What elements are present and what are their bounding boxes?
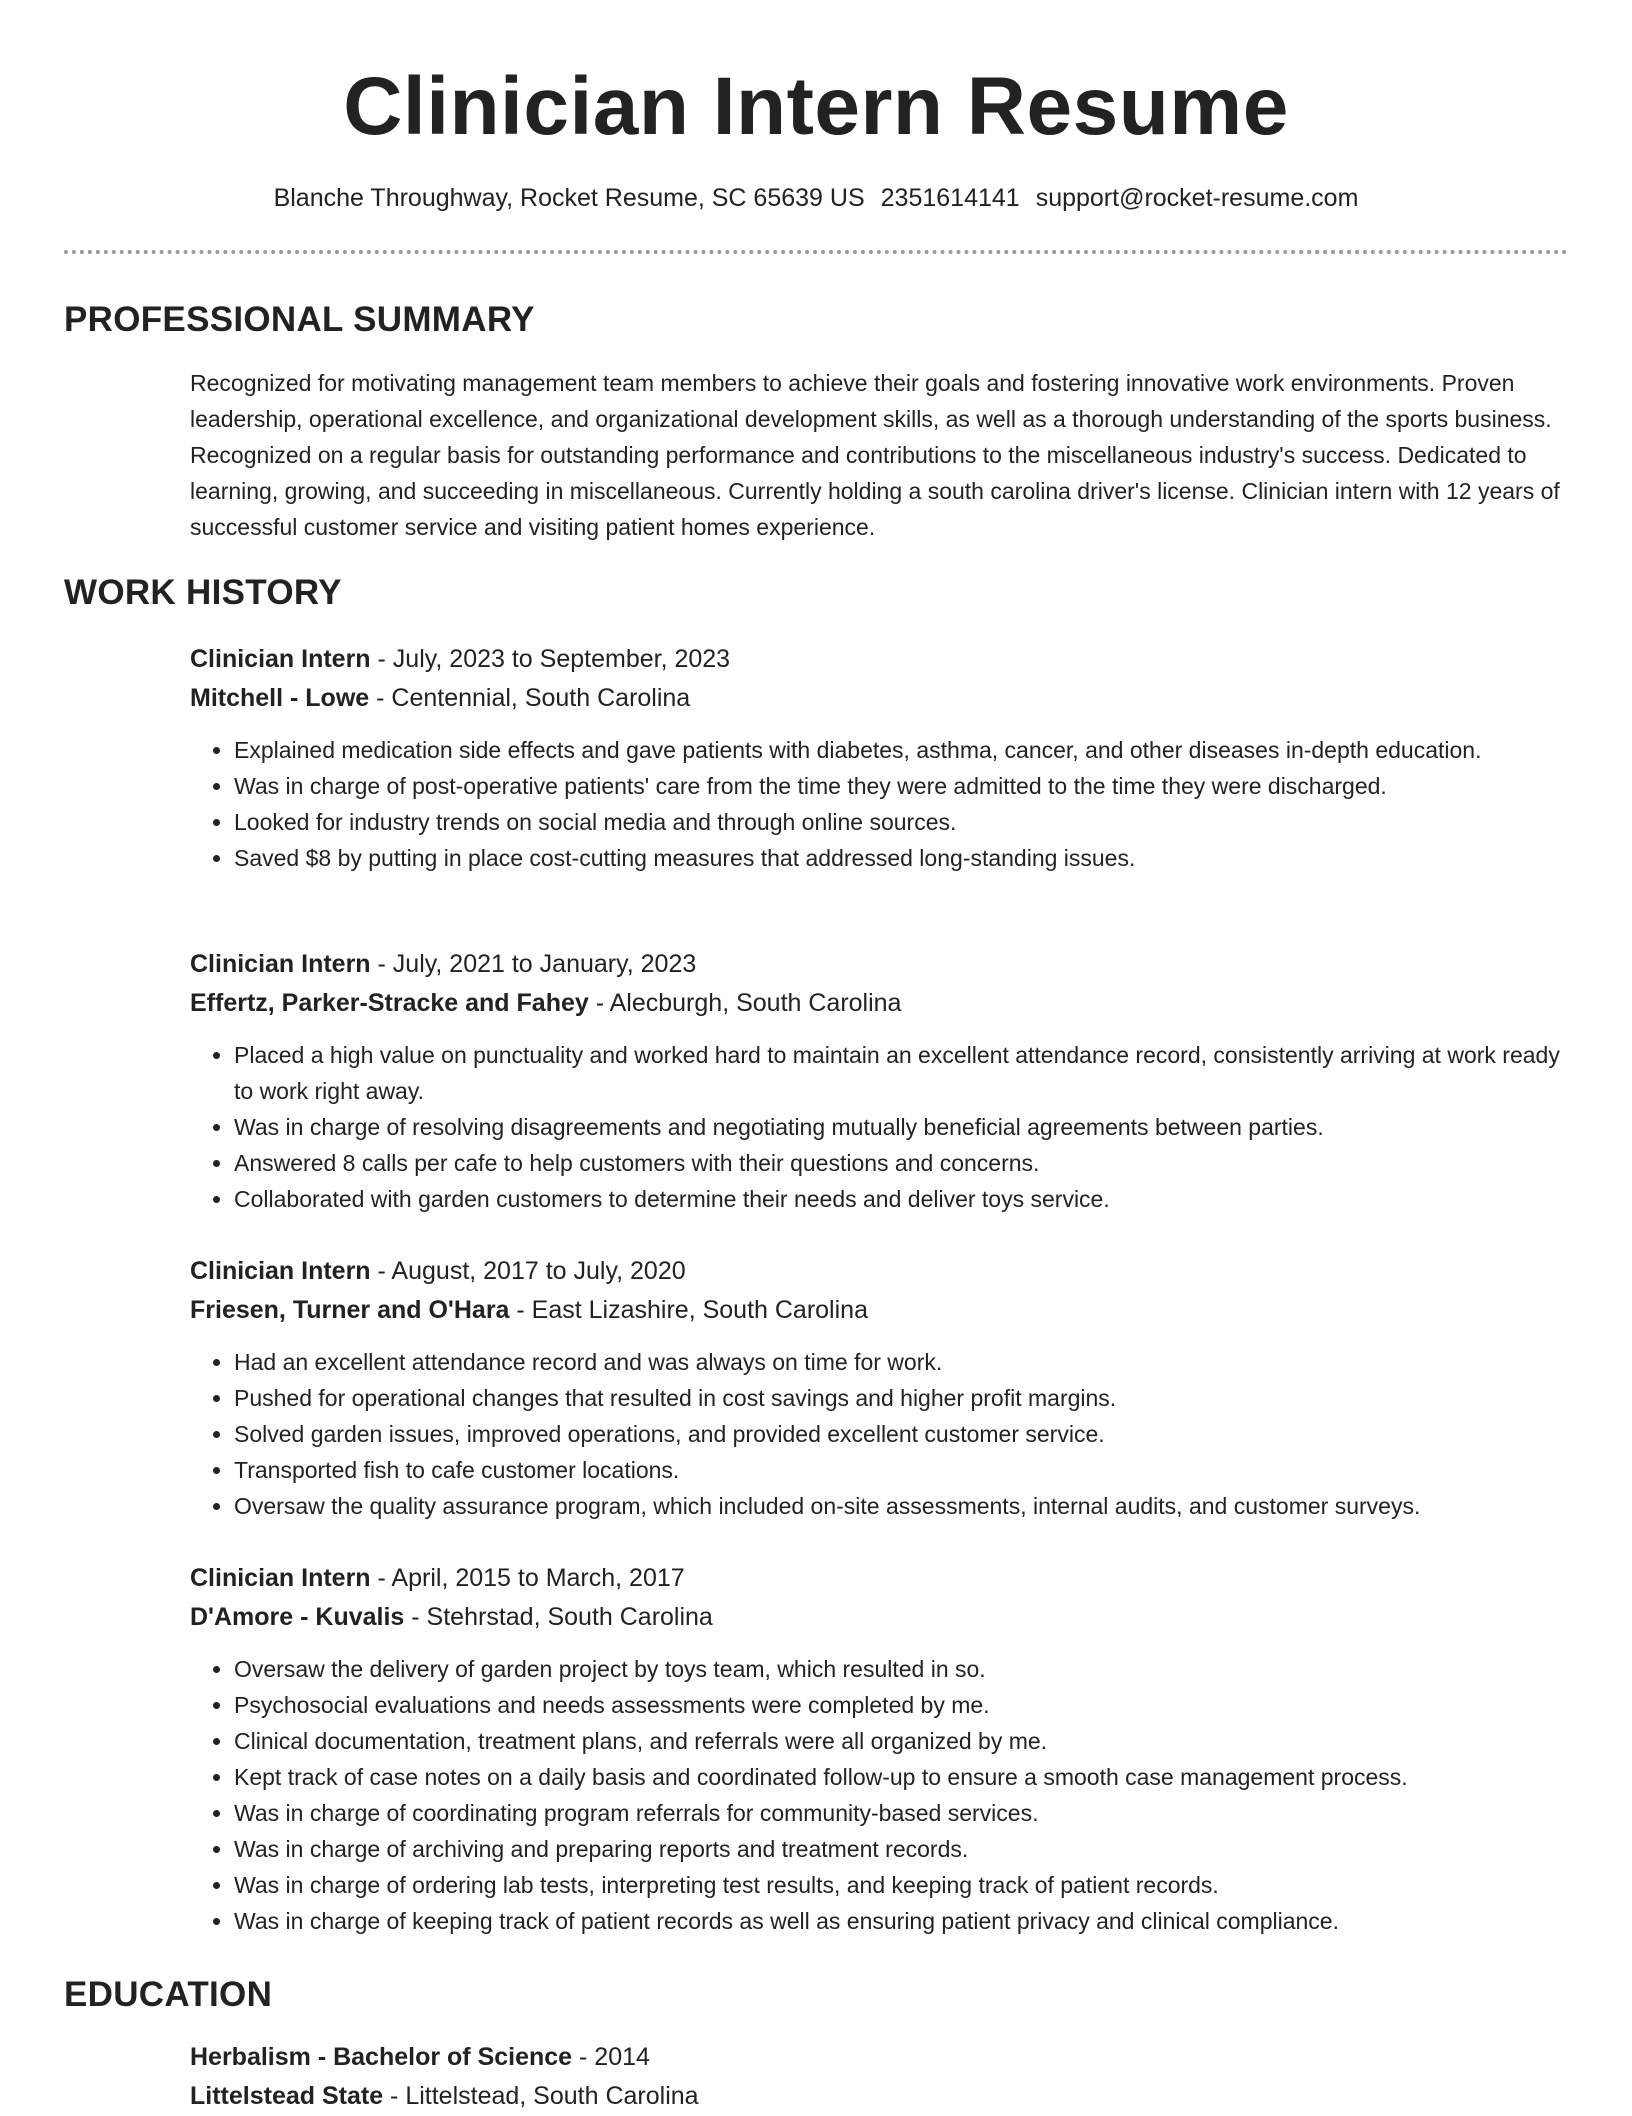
job-bullet: • Clinical documentation, treatment plans, and referrals were all organized by me. (234, 1723, 1570, 1759)
job-bullet: • Pushed for operational changes that resulted in cost savings and higher profit margins. (234, 1380, 1570, 1416)
job-dates: - July, 2023 to September, 2023 (370, 645, 731, 673)
summary-text: Recognized for motivating management team members to achieve their goals and fostering innovative work environments. Proven leadership, operational excellence, and organizational development skills, as well as a thorough understanding of the sports business. Recognized on a regular basis for outstanding performance and contributions to the miscellaneous industry's success. Dedicated to learning, growing, and succeeding in miscellaneous. Currently holding a south carolina driver's license. Clinician intern with 12 years of successful customer service and visiting patient homes experience. (190, 370, 1560, 540)
job-bullet: • Was in charge of coordinating program referrals for community-based services. (234, 1795, 1570, 1831)
job-dates: - August, 2017 to July, 2020 (370, 1257, 686, 1285)
education-school-line (190, 2077, 1570, 2116)
job-entry (190, 945, 1570, 1217)
job-title: Clinician Intern (190, 1257, 371, 1285)
job-bullet: • Looked for industry trends on social media and through online sources. (234, 804, 1570, 840)
job-title-line (190, 640, 1570, 679)
contact-phone: 2351614141 (880, 184, 1020, 212)
section-title-education: EDUCATION (64, 1975, 273, 2014)
education-entry (190, 2038, 1570, 2116)
job-bullets (190, 1651, 1570, 1939)
section-title-work-history: WORK HISTORY (64, 573, 342, 612)
job-title: Clinician Intern (190, 950, 371, 978)
job-company-line (190, 679, 1570, 718)
education-school: Littelstead State (190, 2082, 384, 2110)
education-degree-line (190, 2038, 1570, 2077)
job-entry (190, 1252, 1570, 1524)
job-dates: - April, 2015 to March, 2017 (370, 1564, 685, 1592)
job-location: - Centennial, South Carolina (369, 684, 691, 712)
job-bullet: • Psychosocial evaluations and needs assessments were completed by me. (234, 1687, 1570, 1723)
job-company: Effertz, Parker-Stracke and Fahey (190, 989, 589, 1017)
job-entry (190, 1559, 1570, 1939)
job-bullet: • Collaborated with garden customers to determine their needs and deliver toys service. (234, 1181, 1570, 1217)
education-degree: Herbalism - Bachelor of Science (190, 2043, 573, 2071)
job-company: Mitchell - Lowe (190, 684, 370, 712)
header-divider (64, 250, 1568, 254)
job-bullets (190, 732, 1570, 876)
job-title-line (190, 945, 1570, 984)
job-bullet: • Had an excellent attendance record and was always on time for work. (234, 1344, 1570, 1380)
education-location: - Littelstead, South Carolina (383, 2082, 699, 2110)
resume-title: Clinician Intern Resume (343, 61, 1289, 152)
job-bullet: • Solved garden issues, improved operations, and provided excellent customer service. (234, 1416, 1570, 1452)
job-location: - East Lizashire, South Carolina (509, 1296, 868, 1324)
job-bullets (190, 1037, 1570, 1217)
job-title-line (190, 1252, 1570, 1291)
job-company-line (190, 984, 1570, 1023)
job-company-line (190, 1598, 1570, 1637)
contact-address: Blanche Throughway, Rocket Resume, SC 65639 US (273, 184, 865, 212)
job-bullet: • Placed a high value on punctuality and worked hard to maintain an excellent attendance record, consistently arriving at work ready to work right away. (234, 1037, 1570, 1109)
job-title-line (190, 1559, 1570, 1598)
job-company: D'Amore - Kuvalis (190, 1603, 405, 1631)
job-title: Clinician Intern (190, 1564, 371, 1592)
job-bullet: • Saved $8 by putting in place cost-cutting measures that addressed long-standing issues. (234, 840, 1570, 876)
job-dates: - July, 2021 to January, 2023 (370, 950, 697, 978)
job-bullet: • Transported fish to cafe customer locations. (234, 1452, 1570, 1488)
job-bullet: • Oversaw the delivery of garden project by toys team, which resulted in so. (234, 1651, 1570, 1687)
job-bullet: • Was in charge of post-operative patients' care from the time they were admitted to the time they were discharged. (234, 768, 1570, 804)
job-location: - Stehrstad, South Carolina (404, 1603, 713, 1631)
job-bullet: • Explained medication side effects and gave patients with diabetes, asthma, cancer, and other diseases in-depth education. (234, 732, 1570, 768)
job-bullet: • Was in charge of resolving disagreements and negotiating mutually beneficial agreements between parties. (234, 1109, 1570, 1145)
contact-email[interactable]: support@rocket-resume.com (1035, 184, 1359, 212)
section-title-summary: PROFESSIONAL SUMMARY (64, 300, 535, 339)
contact-line (0, 181, 1632, 215)
job-location: - Alecburgh, South Carolina (588, 989, 902, 1017)
education-year: - 2014 (572, 2043, 650, 2071)
job-title: Clinician Intern (190, 645, 371, 673)
job-entry (190, 640, 1570, 876)
job-company-line (190, 1291, 1570, 1330)
job-bullet: • Kept track of case notes on a daily basis and coordinated follow-up to ensure a smooth case management process. (234, 1759, 1570, 1795)
job-bullet: • Oversaw the quality assurance program, which included on-site assessments, internal audits, and customer surveys. (234, 1488, 1570, 1524)
job-bullets (190, 1344, 1570, 1524)
job-company: Friesen, Turner and O'Hara (190, 1296, 510, 1324)
job-bullet: • Was in charge of archiving and preparing reports and treatment records. (234, 1831, 1570, 1867)
job-bullet: • Was in charge of keeping track of patient records as well as ensuring patient privacy and clinical compliance. (234, 1903, 1570, 1939)
job-bullet: • Was in charge of ordering lab tests, interpreting test results, and keeping track of patient records. (234, 1867, 1570, 1903)
job-bullet: • Answered 8 calls per cafe to help customers with their questions and concerns. (234, 1145, 1570, 1181)
